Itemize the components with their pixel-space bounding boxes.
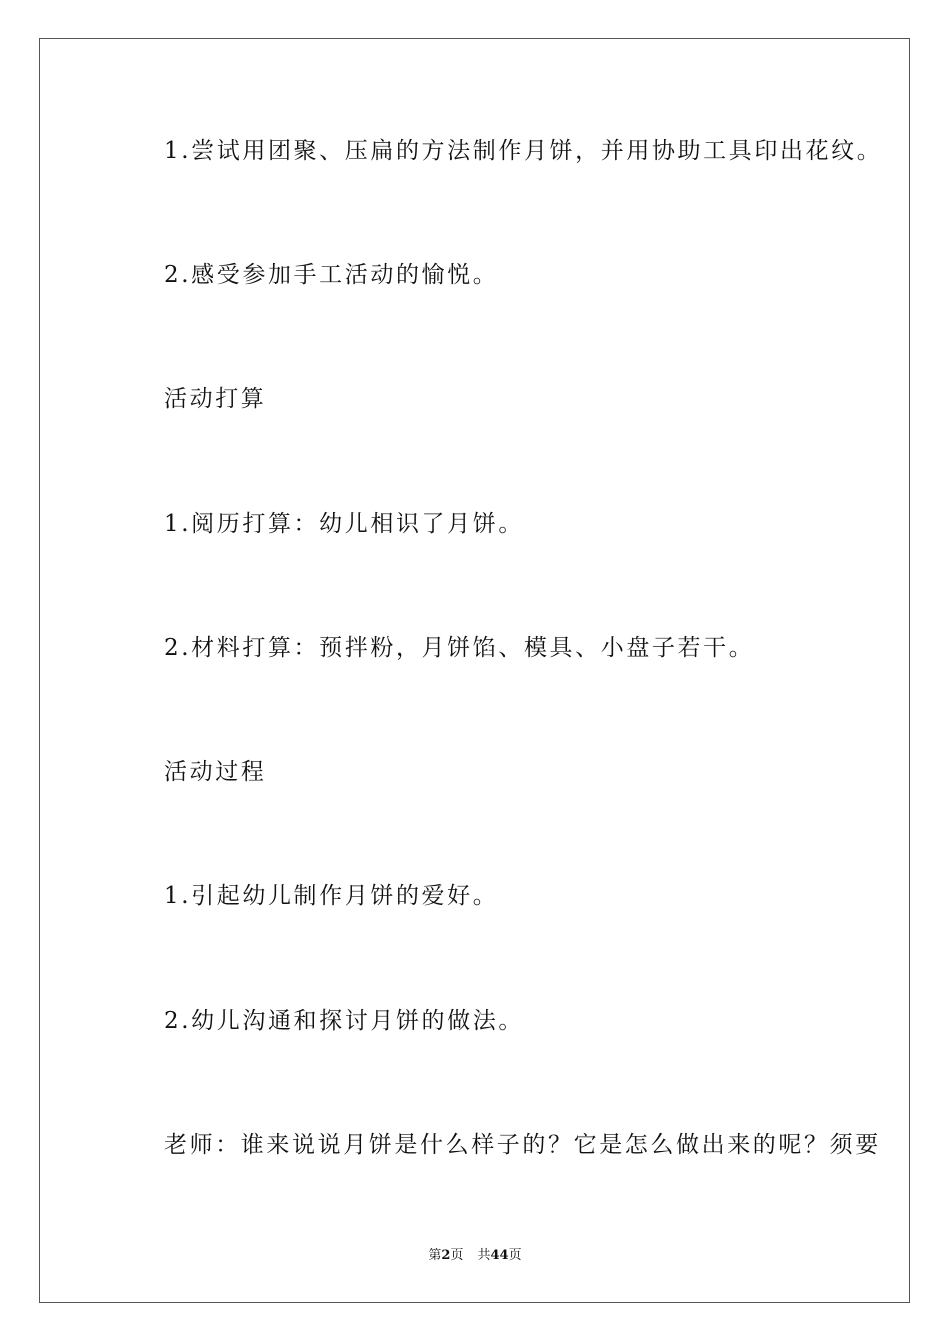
page-frame	[39, 38, 910, 1303]
footer-total-pages: 44	[490, 1248, 509, 1263]
footer-total-suffix: 页	[508, 1248, 522, 1263]
paragraph-goal-1: 1.尝试用团聚、压扁的方法制作月饼，并用协助工具印出花纹。	[164, 138, 883, 164]
paragraph-prep-2: 2.材料打算：预拌粉，月饼馅、模具、小盘子若干。	[164, 635, 755, 661]
paragraph-process-1: 1.引起幼儿制作月饼的爱好。	[164, 883, 499, 909]
heading-process: 活动过程	[164, 759, 267, 785]
paragraph-process-2: 2.幼儿沟通和探讨月饼的做法。	[164, 1008, 524, 1034]
page-footer	[0, 1247, 950, 1265]
heading-preparation: 活动打算	[164, 386, 267, 412]
paragraph-goal-2: 2.感受参加手工活动的愉悦。	[164, 262, 499, 288]
paragraph-prep-1: 1.阅历打算：幼儿相识了月饼。	[164, 511, 524, 537]
paragraph-teacher: 老师：谁来说说月饼是什么样子的？它是怎么做出来的呢？须要	[164, 1132, 881, 1158]
footer-page-number: 2	[441, 1248, 451, 1263]
footer-page-prefix: 第	[428, 1248, 442, 1263]
footer-page-suffix: 页	[450, 1248, 464, 1263]
footer-total-prefix: 共	[477, 1248, 491, 1263]
